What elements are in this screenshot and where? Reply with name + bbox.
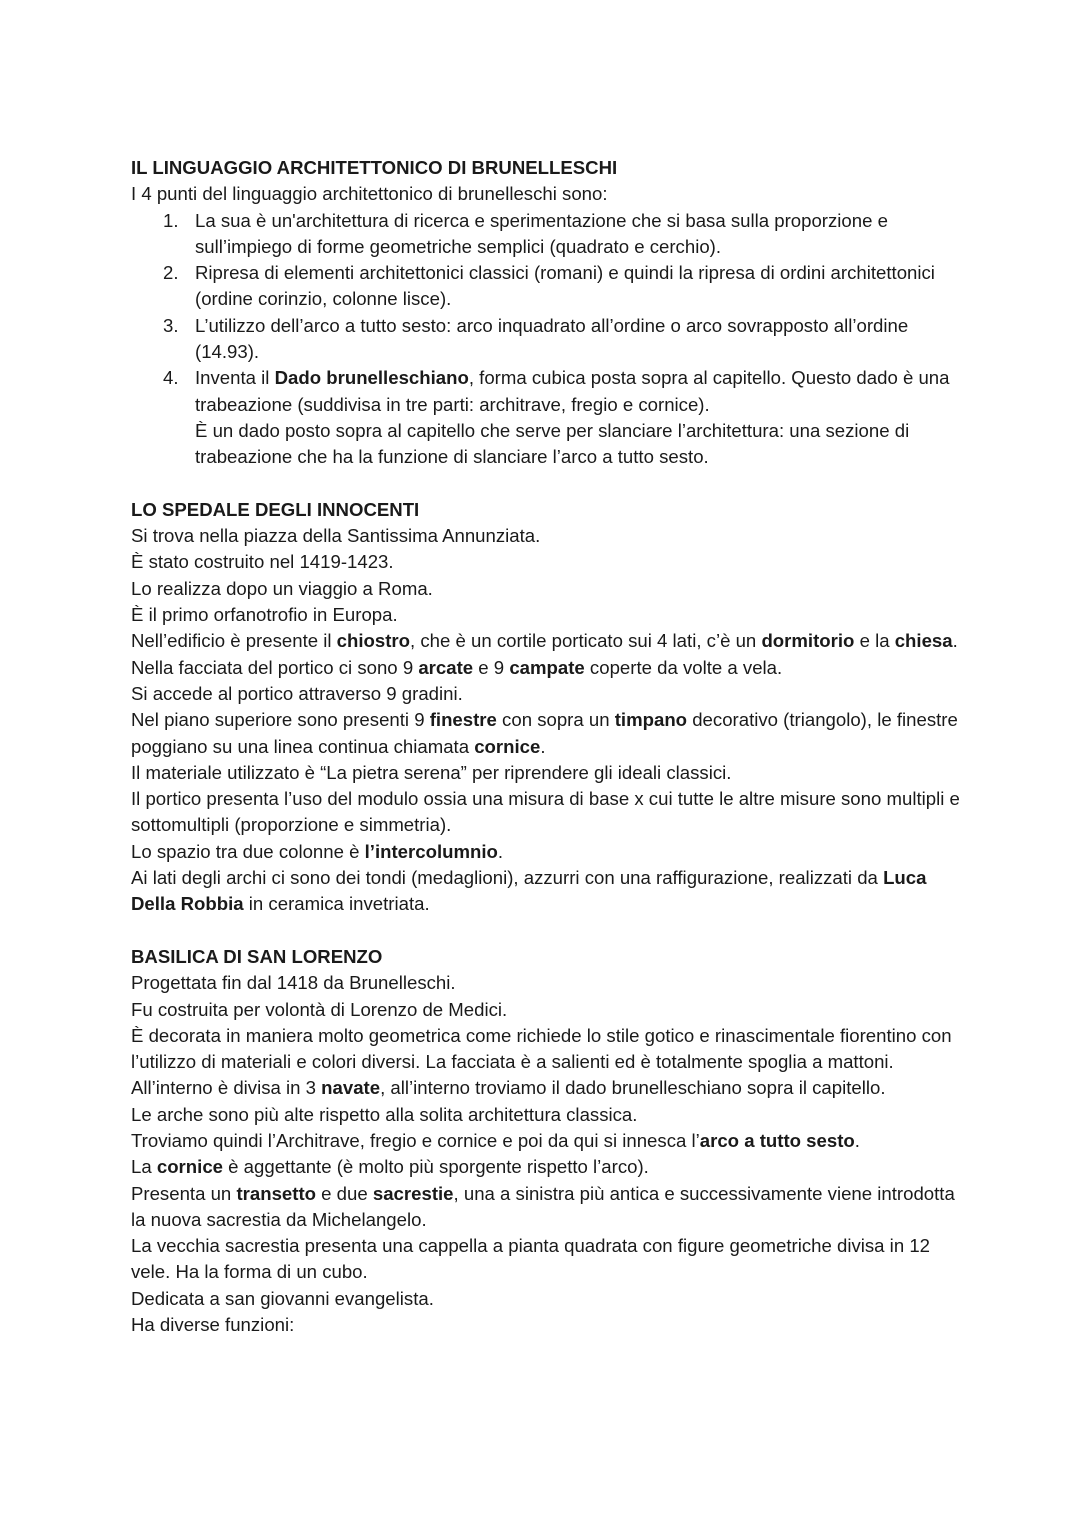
bold-term: navate bbox=[321, 1077, 381, 1099]
text-run: Lo spazio tra due colonne è bbox=[131, 840, 365, 862]
bold-term: Dado brunelleschiano bbox=[274, 367, 469, 389]
text-run: in ceramica invetriata. bbox=[243, 893, 430, 915]
list-number: 1. bbox=[163, 209, 179, 231]
text-run: All’interno è divisa in 3 bbox=[131, 1077, 322, 1099]
bold-term: arco a tutto sesto bbox=[699, 1129, 855, 1151]
text-run: Ai lati degli archi ci sono dei tondi (medaglioni), azzurri con una raffigurazione, realizzati da bbox=[131, 867, 884, 889]
list-item bbox=[131, 313, 961, 366]
paragraph-line: Le arche sono più alte rispetto alla solita architettura classica. bbox=[131, 1103, 638, 1125]
bold-term: Luca Della Robbia bbox=[131, 867, 927, 915]
text-run: . bbox=[952, 630, 958, 652]
document-page bbox=[131, 155, 961, 1338]
paragraph-line bbox=[131, 839, 961, 865]
paragraph-line bbox=[131, 1181, 961, 1234]
paragraph-line: Dedicata a san giovanni evangelista. bbox=[131, 1287, 434, 1309]
text-run: coperte da volte a vela. bbox=[584, 656, 783, 678]
list-item-text: La sua è un'architettura di ricerca e sperimentazione che si basa sulla proporzione e sull’impiego di forme geometriche semplici (quadrato e cerchio). bbox=[195, 209, 888, 257]
paragraph-line: È il primo orfanotrofio in Europa. bbox=[131, 604, 398, 626]
text-run: . bbox=[854, 1129, 860, 1151]
text-run: e 9 bbox=[473, 656, 510, 678]
text-run: è aggettante (è molto più sporgente rispetto l’arco). bbox=[223, 1156, 649, 1178]
paragraph-line: Il portico presenta l’uso del modulo ossia una misura di base x cui tutte le altre misure sono multipli e sottomultipli (proporzione e simmetria). bbox=[131, 788, 960, 836]
text-run: e due bbox=[316, 1182, 373, 1204]
list-item bbox=[131, 365, 961, 470]
paragraph-line bbox=[131, 655, 961, 681]
paragraph-line: Ha diverse funzioni: bbox=[131, 1314, 295, 1336]
paragraph-line: Il materiale utilizzato è “La pietra serena” per riprendere gli ideali classici. bbox=[131, 761, 732, 783]
section-title-linguaggio: IL LINGUAGGIO ARCHITETTONICO DI BRUNELLESCHI bbox=[131, 157, 618, 178]
bold-term: dormitorio bbox=[761, 630, 855, 652]
list-number: 4. bbox=[163, 367, 179, 389]
bold-term: campate bbox=[509, 656, 585, 678]
text-run: . bbox=[497, 840, 504, 862]
bold-term: cornice bbox=[474, 735, 541, 757]
list-item-text-post: , forma cubica posta sopra al capitello. Questo dado è una trabeazione (suddivisa in tre parti: architrave, fregio e cornice). bbox=[195, 367, 950, 415]
paragraph-line: Lo realizza dopo un viaggio a Roma. bbox=[131, 577, 433, 599]
paragraph-line: Fu costruita per volontà di Lorenzo de Medici. bbox=[131, 998, 508, 1020]
paragraph-line: È decorata in maniera molto geometrica come richiede lo stile gotico e rinascimentale fiorentino con l’utilizzo di materiali e colori diversi. La facciata è a salienti ed è totalmente spoglia a mattoni. bbox=[131, 1024, 952, 1073]
paragraph-line: Progettata fin dal 1418 da Brunelleschi. bbox=[131, 972, 456, 994]
bold-term: timpano bbox=[614, 709, 688, 731]
text-run: . bbox=[540, 735, 546, 757]
text-run: La bbox=[131, 1156, 157, 1178]
section-title-san-lorenzo: BASILICA DI SAN LORENZO bbox=[131, 945, 383, 967]
list-item bbox=[131, 208, 961, 261]
paragraph-line bbox=[131, 1075, 961, 1101]
section-title-spedale: LO SPEDALE DEGLI INNOCENTI bbox=[131, 498, 420, 520]
bold-term: chiostro bbox=[336, 630, 411, 652]
bold-term: sacrestie bbox=[372, 1182, 454, 1204]
paragraph-line bbox=[131, 628, 961, 654]
text-run: con sopra un bbox=[496, 709, 615, 731]
text-run: Nell’edificio è presente il bbox=[131, 630, 337, 652]
text-run: Troviamo quindi l’Architrave, fregio e cornice e poi da qui si innesca l’ bbox=[131, 1129, 700, 1151]
bold-term: cornice bbox=[156, 1156, 223, 1178]
paragraph-line: È stato costruito nel 1419-1423. bbox=[131, 551, 394, 573]
paragraph-line: La vecchia sacrestia presenta una cappella a pianta quadrata con figure geometriche divisa in 12 vele. Ha la forma di un cubo. bbox=[131, 1235, 931, 1283]
list-item-text-extra: È un dado posto sopra al capitello che serve per slanciare l’architettura: una sezione di trabeazione che ha la funzione di slanciare l’arco a tutto sesto. bbox=[195, 419, 910, 468]
section-intro: I 4 punti del linguaggio architettonico di brunelleschi sono: bbox=[131, 183, 608, 205]
text-run: Nel piano superiore sono presenti 9 bbox=[131, 709, 430, 731]
text-run: decorativo (triangolo), le finestre poggiano su una linea continua chiamata bbox=[131, 709, 958, 757]
paragraph-line: Si trova nella piazza della Santissima Annunziata. bbox=[131, 525, 541, 547]
bold-term: arcate bbox=[418, 656, 474, 678]
paragraph-line bbox=[131, 865, 961, 918]
paragraph-line: Si accede al portico attraverso 9 gradini. bbox=[131, 682, 463, 704]
bold-term: transetto bbox=[236, 1182, 316, 1204]
bold-term: chiesa bbox=[894, 630, 953, 652]
paragraph-line bbox=[131, 1128, 961, 1154]
text-run: Nella facciata del portico ci sono 9 bbox=[131, 656, 419, 678]
text-run: , all’interno troviamo il dado brunelleschiano sopra il capitello. bbox=[380, 1077, 886, 1099]
list-item-text: Ripresa di elementi architettonici classici (romani) e quindi la ripresa di ordini architettonici (ordine corinzio, colonne lisce). bbox=[195, 262, 935, 310]
list-number: 3. bbox=[163, 314, 179, 336]
paragraph-line bbox=[131, 1154, 961, 1180]
paragraph-line bbox=[131, 707, 961, 760]
bold-term: finestre bbox=[429, 709, 497, 731]
list-item bbox=[131, 260, 961, 313]
numbered-list bbox=[131, 208, 961, 471]
bold-term: l’intercolumnio bbox=[364, 840, 498, 862]
text-run: , che è un cortile porticato sui 4 lati, c’è un bbox=[410, 630, 762, 652]
text-run: e la bbox=[854, 630, 895, 652]
list-item-text-pre: Inventa il bbox=[195, 367, 275, 389]
text-run: , una a sinistra più antica e successivamente viene introdotta la nuova sacrestia da Michelangelo. bbox=[131, 1182, 955, 1230]
list-item-text: L’utilizzo dell’arco a tutto sesto: arco inquadrato all’ordine o arco sovrapposto all’ordine (14.93). bbox=[195, 314, 909, 363]
list-number: 2. bbox=[163, 262, 179, 284]
text-run: Presenta un bbox=[131, 1182, 237, 1204]
